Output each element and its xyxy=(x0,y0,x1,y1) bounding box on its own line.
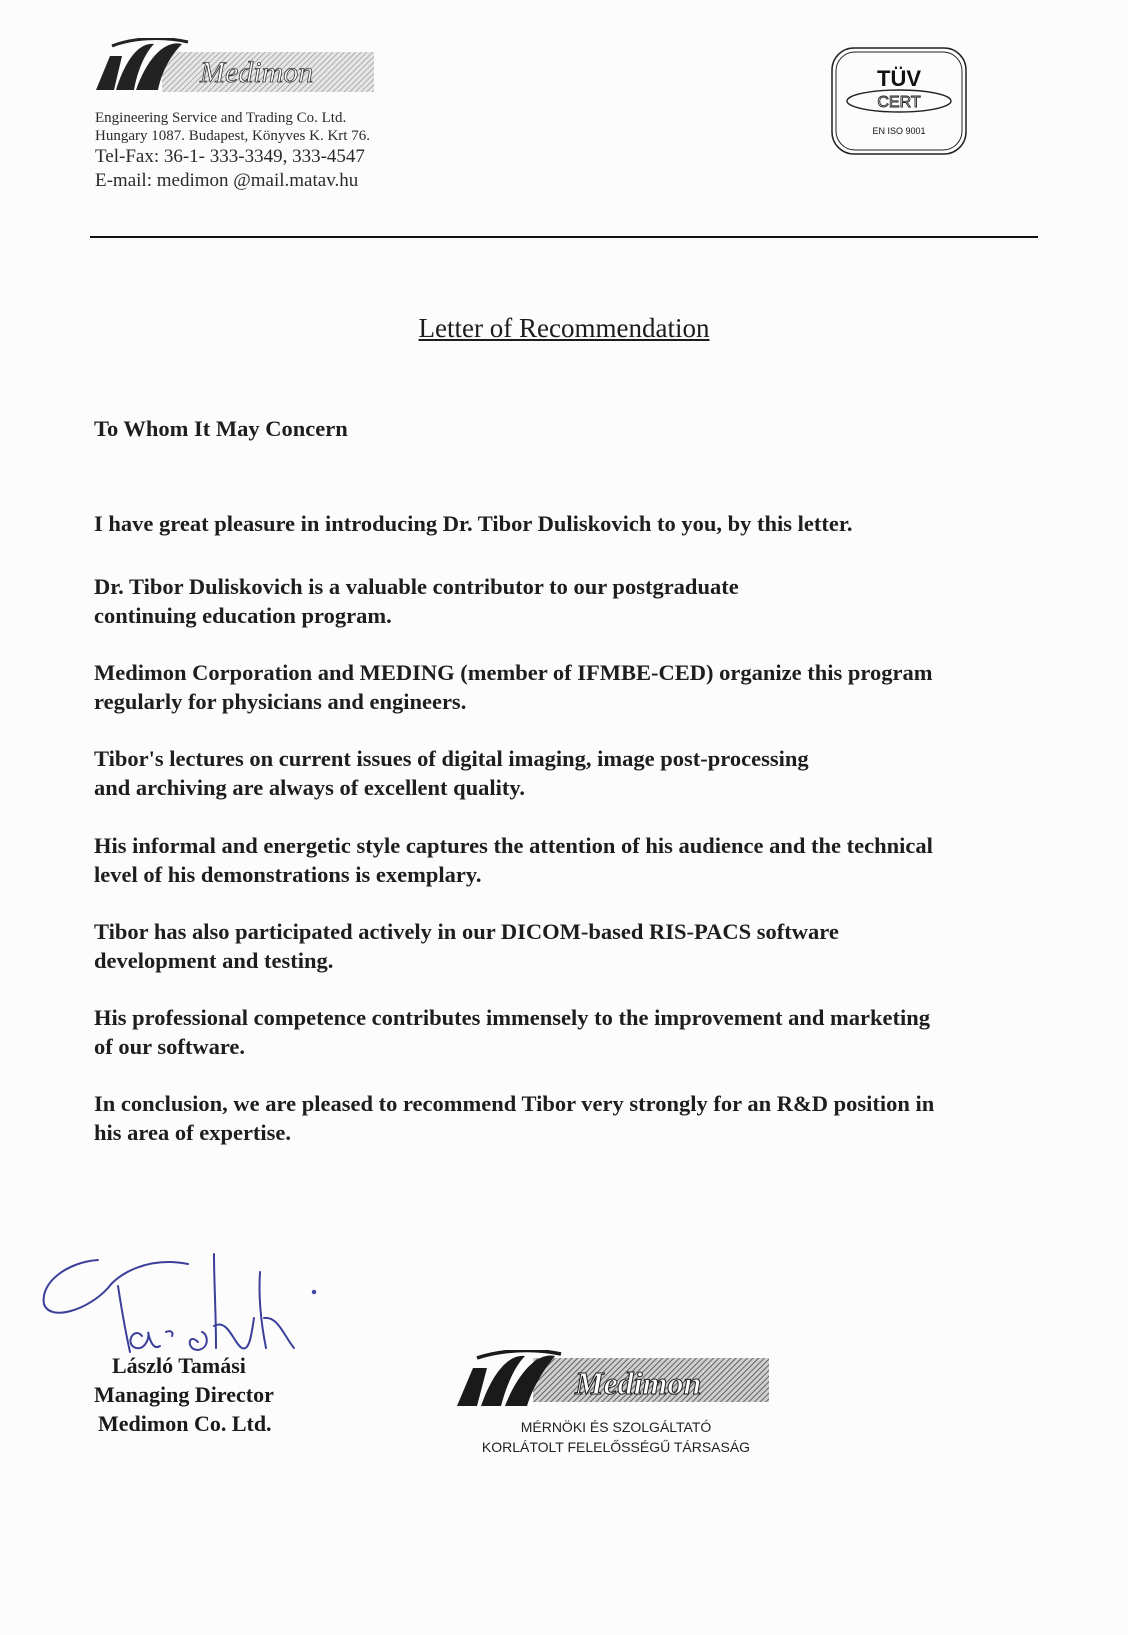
paragraph-line: regularly for physicians and engineers. xyxy=(94,689,467,714)
stamp-line-2: KORLÁTOLT FELELŐSSÉGŰ TÁRSASÁG xyxy=(481,1439,751,1455)
company-stamp xyxy=(455,1350,777,1462)
company-line-1: Engineering Service and Trading Co. Ltd. xyxy=(95,110,347,126)
paragraph-line: Tibor's lectures on current issues of digital imaging, image post-processing xyxy=(94,746,809,771)
paragraph xyxy=(94,572,739,630)
paragraph-line: Medimon Corporation and MEDING (member of IFMBE-CED) organize this program xyxy=(94,660,933,685)
paragraph-line: In conclusion, we are pleased to recommend Tibor very strongly for an R&D position in xyxy=(94,1091,935,1116)
email: E-mail: medimon @mail.matav.hu xyxy=(95,170,359,191)
paragraph xyxy=(94,658,932,716)
logo-wordmark: Medimon xyxy=(200,56,314,89)
letter-title: Letter of Recommendation xyxy=(418,313,710,343)
paragraph-line: I have great pleasure in introducing Dr. Tibor Duliskovich to you, by this letter. xyxy=(94,511,853,536)
paragraph xyxy=(94,1003,930,1061)
paragraph-line: His professional competence contributes immensely to the improvement and marketing xyxy=(94,1005,930,1030)
paragraph xyxy=(94,1089,934,1147)
signer-role: Managing Director xyxy=(94,1382,274,1407)
paragraph-line: continuing education program. xyxy=(94,603,392,628)
paragraph-line: Dr. Tibor Duliskovich is a valuable contributor to our postgraduate xyxy=(94,574,739,599)
paragraph xyxy=(94,744,809,802)
tuv-cert-badge xyxy=(830,46,968,156)
paragraph-line: of our software. xyxy=(94,1034,246,1059)
tuv-standard: EN ISO 9001 xyxy=(872,126,926,136)
paragraph xyxy=(94,917,839,975)
handwritten-signature xyxy=(38,1252,338,1362)
signature-block xyxy=(94,1351,274,1438)
paragraph-line: His informal and energetic style captures the attention of his audience and the technical xyxy=(94,833,933,858)
header-divider xyxy=(90,236,1038,238)
medimon-logo xyxy=(92,38,378,104)
salutation: To Whom It May Concern xyxy=(94,416,348,441)
paragraph xyxy=(94,509,852,538)
company-address xyxy=(95,109,370,193)
tuv-cert-word: CERT xyxy=(877,94,921,111)
stamp-wordmark: Medimon xyxy=(575,1365,702,1401)
paragraph-line: development and testing. xyxy=(94,948,334,973)
tuv-mark: TÜV xyxy=(877,66,921,91)
signer-name: László Tamási xyxy=(112,1353,246,1378)
stamp-line-1: MÉRNÖKI ÉS SZOLGÁLTATÓ xyxy=(520,1419,712,1435)
signer-company: Medimon Co. Ltd. xyxy=(98,1411,272,1436)
paragraph-line: and archiving are always of excellent quality. xyxy=(94,775,526,800)
paragraph-line: his area of expertise. xyxy=(94,1120,292,1145)
paragraph-line: level of his demonstrations is exemplary. xyxy=(94,862,482,887)
tel-fax: Tel-Fax: 36-1- 333-3349, 333-4547 xyxy=(95,146,365,167)
paragraph xyxy=(94,831,933,889)
company-line-2: Hungary 1087. Budapest, Könyves K. Krt 76. xyxy=(95,128,370,144)
paragraph-line: Tibor has also participated actively in our DICOM-based RIS-PACS software xyxy=(94,919,839,944)
